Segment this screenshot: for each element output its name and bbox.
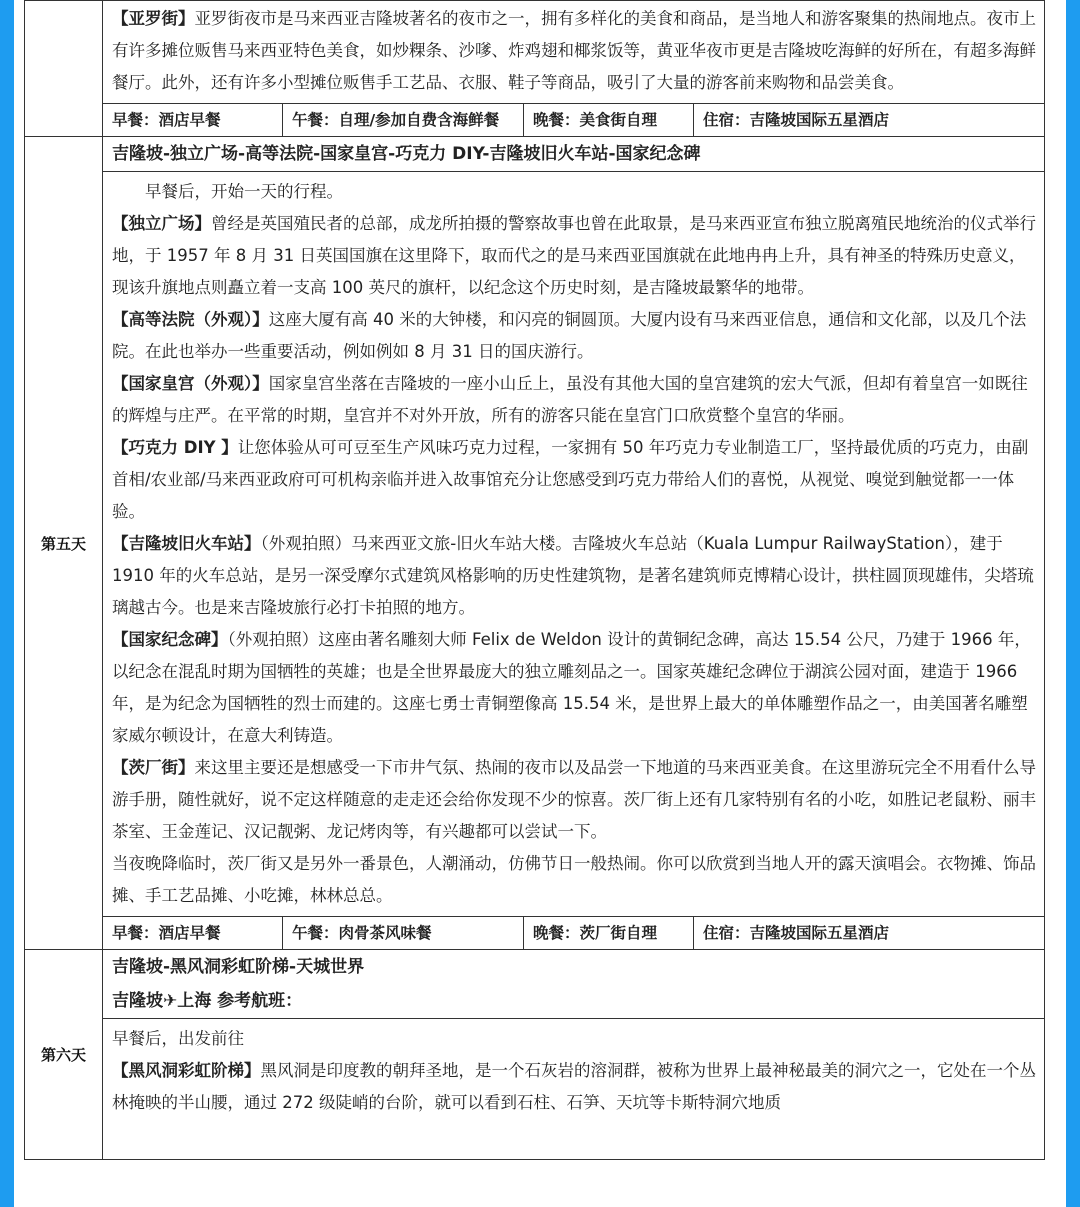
day5-content-row (25, 172, 1045, 917)
section-text: 曾经是英国殖民者的总部，成龙所拍摄的警察故事也曾在此取景，是马来西亚宣布独立脱离殖民地统治的仪式举行地，于 1957 年 8 月 31 日英国国旗在这里降下，取而代之的是马来西亚国旗就在此地冉冉上升，具有神圣的特殊历史意义，现该升旗地点则矗立着一支高 100 英尺的旗杆，以纪念这个历史时刻，是吉隆坡最繁华的地带。 (112, 214, 1036, 297)
dinner-cell: 晚餐：茨厂街自理 (524, 917, 694, 949)
section-paragraph (112, 368, 1036, 432)
day4-content-row (25, 1, 1045, 104)
section-tag: 【巧克力 DIY 】 (112, 438, 238, 457)
section-text: 亚罗街夜市是马来西亚吉隆坡著名的夜市之一，拥有多样化的美食和商品，是当地人和游客聚集的热闹地点。夜市上有许多摊位贩售马来西亚特色美食，如炒粿条、沙嗲、炸鸡翅和椰浆饭等，黄亚华夜市更是吉隆坡吃海鲜的好所在，有超多海鲜餐厅。此外，还有许多小型摊位贩售手工艺品、衣服、鞋子等商品，吸引了大量的游客前来购物和品尝美食。 (112, 9, 1036, 92)
lunch-cell: 午餐：自理/参加自费含海鲜餐 (283, 104, 524, 136)
section-tag: 【国家纪念碑】 (112, 630, 228, 649)
section-paragraph (112, 752, 1036, 848)
day4-meals-row (25, 104, 1045, 137)
section-paragraph (112, 208, 1036, 304)
section-text: （外观拍照）马来西亚文旅-旧火车站大楼。吉隆坡火车总站（Kuala Lumpur RailwayStation），建于 1910 年的火车总站，是另一深受摩尔式建筑风格影响的历史性建筑物，是著名建筑师克博精心设计，拱柱圆顶现雄伟，尖塔琉璃越古今。也是来吉隆坡旅行必打卡拍照的地方。 (112, 534, 1034, 617)
breakfast-cell: 早餐：酒店早餐 (103, 104, 283, 136)
flight-info: 吉隆坡✈上海 参考航班： (112, 991, 303, 1011)
breakfast-cell: 早餐：酒店早餐 (103, 917, 283, 949)
day5-label-cell: 第五天 (25, 137, 103, 950)
itinerary-table (24, 0, 1045, 1160)
hotel-cell: 住宿：吉隆坡国际五星酒店 (703, 111, 890, 129)
hotel-cell: 住宿：吉隆坡国际五星酒店 (703, 924, 890, 942)
day6-content-cell (103, 1019, 1045, 1160)
day4-content-cell (103, 1, 1045, 104)
section-paragraph (112, 3, 1036, 99)
day5-meals-cell (103, 917, 1045, 950)
day6-route-cell (103, 950, 1045, 1019)
day5-meals-row (25, 917, 1045, 950)
section-tag: 【吉隆坡旧火车站】 (112, 534, 261, 553)
section-text: 让您体验从可可豆至生产风味巧克力过程，一家拥有 50 年巧克力专业制造工厂，坚持最优质的巧克力，由副首相/农业部/马来西亚政府可可机构亲临并进入故事馆充分让您感受到巧克力带给人们的喜悦，从视觉、嗅觉到触觉都一一体验。 (112, 438, 1029, 521)
day5-content-cell (103, 172, 1045, 917)
section-paragraph (112, 304, 1036, 368)
section-text: 黑风洞是印度教的朝拜圣地，是一个石灰岩的溶洞群，被称为世界上最神秘最美的洞穴之一，它处在一个丛林掩映的半山腰，通过 272 级陡峭的台阶，就可以看到石柱、石笋、天坑等卡斯特洞穴地质 (112, 1061, 1036, 1112)
route-title: 吉隆坡-独立广场-高等法院-国家皇宫-巧克力 DIY-吉隆坡旧火车站-国家纪念碑 (112, 144, 701, 164)
section-tag: 【高等法院（外观）】 (112, 310, 269, 329)
section-paragraph (112, 624, 1036, 752)
day6-label-cell: 第六天 (25, 950, 103, 1160)
section-tag: 【黑风洞彩虹阶梯】 (112, 1061, 261, 1080)
intro-text: 早餐后，开始一天的行程。 (145, 182, 343, 201)
day5-route-cell (103, 137, 1045, 172)
day4-meals-cell (103, 104, 1045, 137)
itinerary-page (14, 0, 1066, 1207)
day4-label-cell (25, 1, 103, 137)
route-title: 吉隆坡-黑风洞彩虹阶梯-天城世界 (112, 957, 365, 977)
intro-text: 早餐后，出发前往 (112, 1029, 244, 1048)
section-paragraph (112, 1055, 1036, 1119)
section-tag: 【亚罗街】 (112, 9, 195, 28)
day6-content-row (25, 1019, 1045, 1160)
dinner-cell: 晚餐：美食街自理 (524, 104, 694, 136)
day5-route-row (25, 137, 1045, 172)
section-paragraph (112, 528, 1036, 624)
section-text: 国家皇宫坐落在吉隆坡的一座小山丘上，虽没有其他大国的皇宫建筑的宏大气派，但却有着皇宫一如既往的辉煌与庄严。在平常的时期，皇宫并不对外开放，所有的游客只能在皇宫门口欣赏整个皇宫的华丽。 (112, 374, 1028, 425)
section-text: 来这里主要还是想感受一下市井气氛、热闹的夜市以及品尝一下地道的马来西亚美食。在这里游玩完全不用看什么导游手册，随性就好，说不定这样随意的走走还会给你发现不少的惊喜。茨厂街上还有几家特别有名的小吃，如胜记老鼠粉、丽丰茶室、王金莲记、汉记靓粥、龙记烤肉等，有兴趣都可以尝试一下。 (112, 758, 1036, 841)
section-tag: 【茨厂街】 (112, 758, 195, 777)
section-text: （外观拍照）这座由著名雕刻大师 Felix de Weldon 设计的黄铜纪念碑，高达 15.54 公尺，乃建于 1966 年，以纪念在混乱时期为国牺牲的英雄；也是全世界最庞大的独立雕刻品之一。国家英雄纪念碑位于湖滨公园对面，建造于 1966 年，是为纪念为国牺牲的烈士而建的。这座七勇士青铜塑像高 15.54 米，是世界上最大的单体雕塑作品之一，由美国著名雕塑家威尔顿设计，在意大利铸造。 (112, 630, 1031, 745)
section-paragraph (112, 432, 1036, 528)
day6-route-row (25, 950, 1045, 1019)
section-text: 这座大厦有高 40 米的大钟楼，和闪亮的铜圆顶。大厦内设有马来西亚信息，通信和文化部，以及几个法院。在此也举办一些重要活动，例如例如 8 月 31 日的国庆游行。 (112, 310, 1027, 361)
closing-text: 当夜晚降临时，茨厂街又是另外一番景色，人潮涌动，仿佛节日一般热闹。你可以欣赏到当地人开的露天演唱会。衣物摊、饰品摊、手工艺品摊、小吃摊，林林总总。 (112, 854, 1036, 905)
section-tag: 【国家皇宫（外观）】 (112, 374, 269, 393)
section-tag: 【独立广场】 (112, 214, 211, 233)
lunch-cell: 午餐：肉骨茶风味餐 (283, 917, 524, 949)
